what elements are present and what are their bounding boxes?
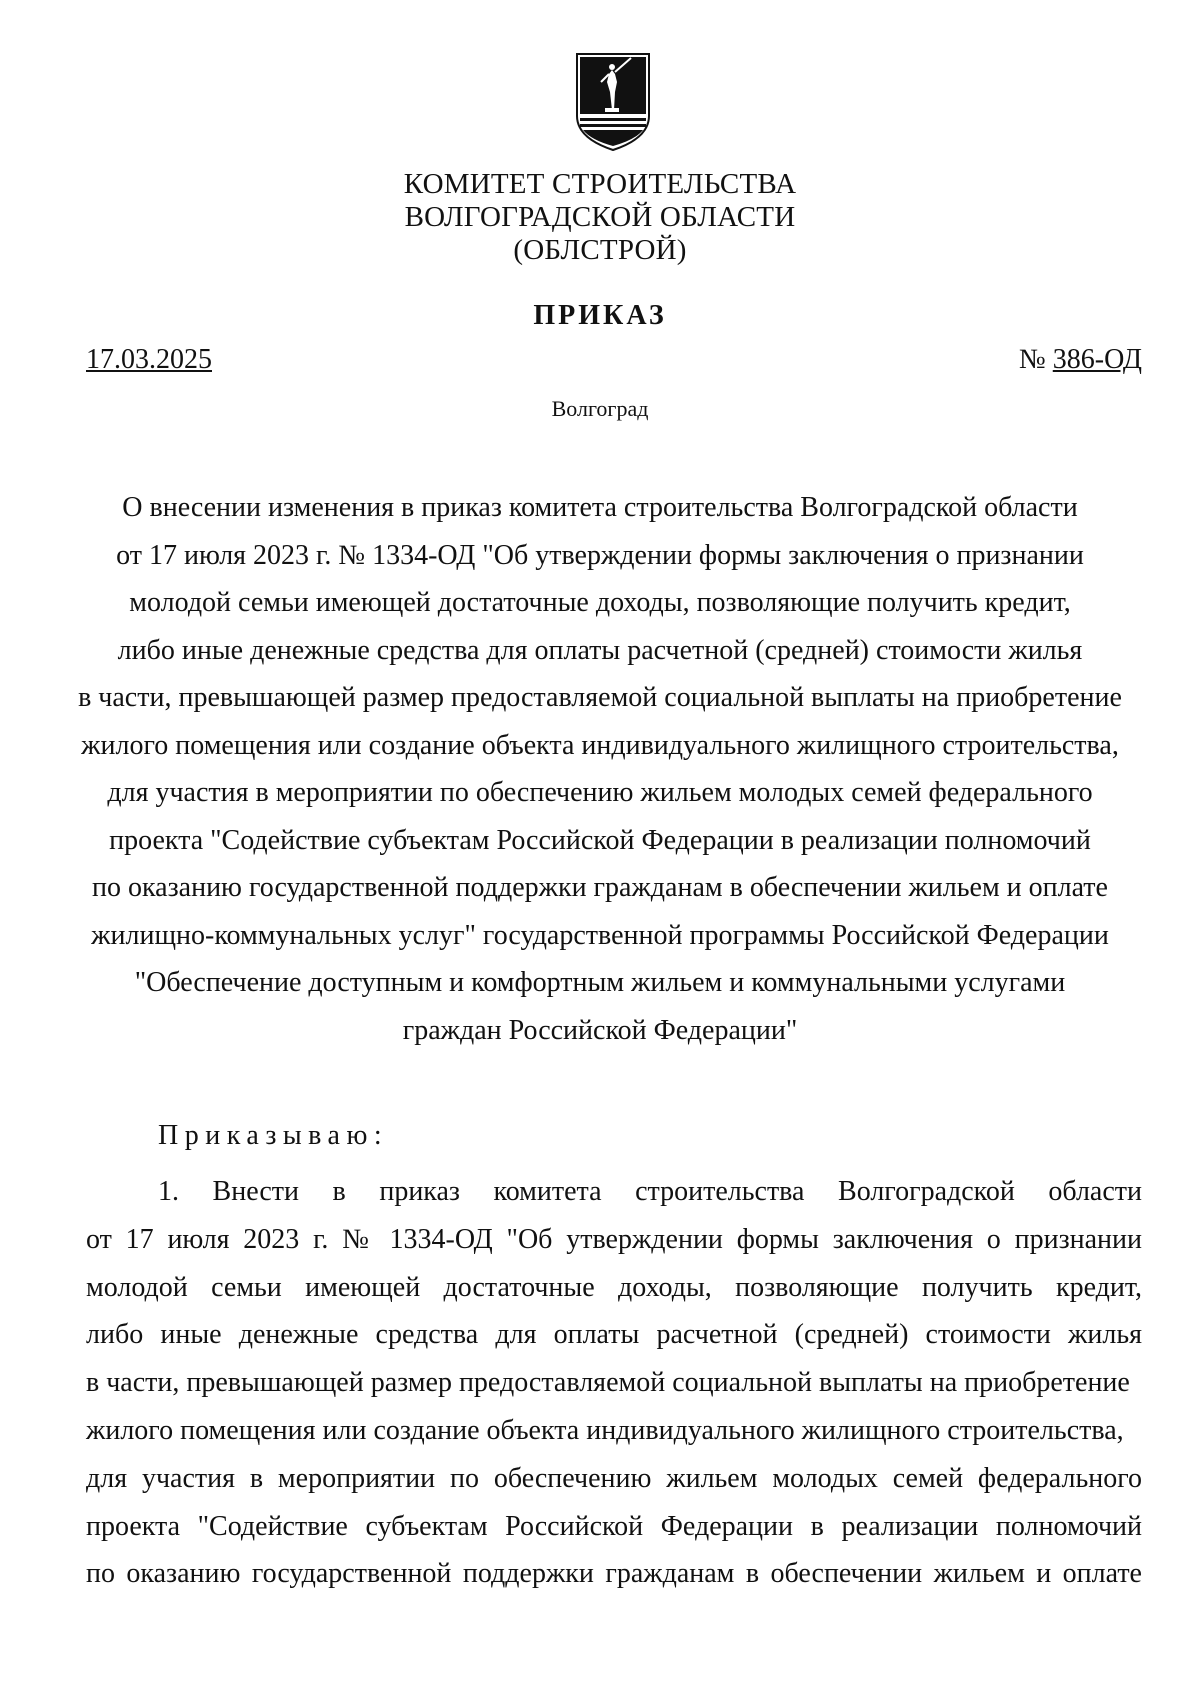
document-title-line: граждан Российской Федерации" <box>402 1014 798 1046</box>
organization-name-line: (ОБЛСТРОЙ) <box>513 234 687 266</box>
body-paragraph-line: 1. Внести в приказ комитета строительства Волгоградской области <box>158 1176 1142 1207</box>
document-title-line: проекта "Содействие субъектам Российской Федерации в реализации полномочий <box>109 824 1091 856</box>
document-number-value: 386-ОД <box>1052 344 1142 375</box>
document-title-line: молодой семьи имеющей достаточные доходы, позволяющие получить кредит, <box>129 587 1071 618</box>
order-directive-word: Приказываю: <box>158 1120 389 1151</box>
body-paragraph-line: от 17 июля 2023 г. № 1334-ОД "Об утверждении формы заключения о признании <box>86 1223 1142 1255</box>
organization-name-line: ВОЛГОГРАДСКОЙ ОБЛАСТИ <box>404 201 796 233</box>
document-number-prefix: № <box>1019 344 1053 375</box>
organization-name <box>0 168 1200 267</box>
body-paragraph-line: молодой семьи имеющей достаточные доходы, позволяющие получить кредит, <box>86 1271 1142 1303</box>
document-title-line: либо иные денежные средства для оплаты расчетной (средней) стоимости жилья <box>117 634 1083 666</box>
document-title-line: в части, превышающей размер предоставляемой социальной выплаты на приобретение <box>78 682 1122 713</box>
document-type-heading: ПРИКАЗ <box>533 300 667 331</box>
document-title-line: от 17 июля 2023 г. № 1334-ОД "Об утверждении формы заключения о признании <box>116 539 1084 571</box>
document-title-line: по оказанию государственной поддержки гражданам в обеспечении жильем и оплате <box>92 872 1108 903</box>
organization-name-line: КОМИТЕТ СТРОИТЕЛЬСТВА <box>403 168 797 200</box>
body-paragraph-line: в части, превышающей размер предоставляемой социальной выплаты на приобретение <box>86 1367 1130 1399</box>
body-paragraph-line: жилого помещения или создание объекта индивидуального жилищного строительства, <box>86 1414 1124 1446</box>
body-paragraph-line: для участия в мероприятии по обеспечению жильем молодых семей федерального <box>86 1462 1142 1494</box>
document-title-line: "Обеспечение доступным и комфортным жильем и коммунальными услугами <box>134 967 1066 998</box>
document-body <box>86 1168 1142 1598</box>
document-title <box>60 484 1140 1054</box>
body-paragraph-line: по оказанию государственной поддержки гражданам в обеспечении жильем и оплате <box>86 1558 1142 1590</box>
document-title-line: для участия в мероприятии по обеспечению жильем молодых семей федерального <box>107 777 1093 808</box>
document-title-line: жилищно-коммунальных услуг" государственной программы Российской Федерации <box>91 919 1109 951</box>
document-title-line: О внесении изменения в приказ комитета строительства Волгоградской области <box>122 492 1078 523</box>
document-date: 17.03.2025 <box>86 344 212 375</box>
city-name: Волгоград <box>551 396 649 421</box>
document-number <box>1019 344 1142 376</box>
body-paragraph-line: либо иные денежные средства для оплаты расчетной (средней) стоимости жилья <box>86 1319 1142 1351</box>
volgograd-coat-of-arms-icon <box>575 52 651 152</box>
document-title-line: жилого помещения или создание объекта индивидуального жилищного строительства, <box>81 729 1119 761</box>
body-paragraph-line: проекта "Содействие субъектам Российской Федерации в реализации полномочий <box>86 1510 1142 1542</box>
